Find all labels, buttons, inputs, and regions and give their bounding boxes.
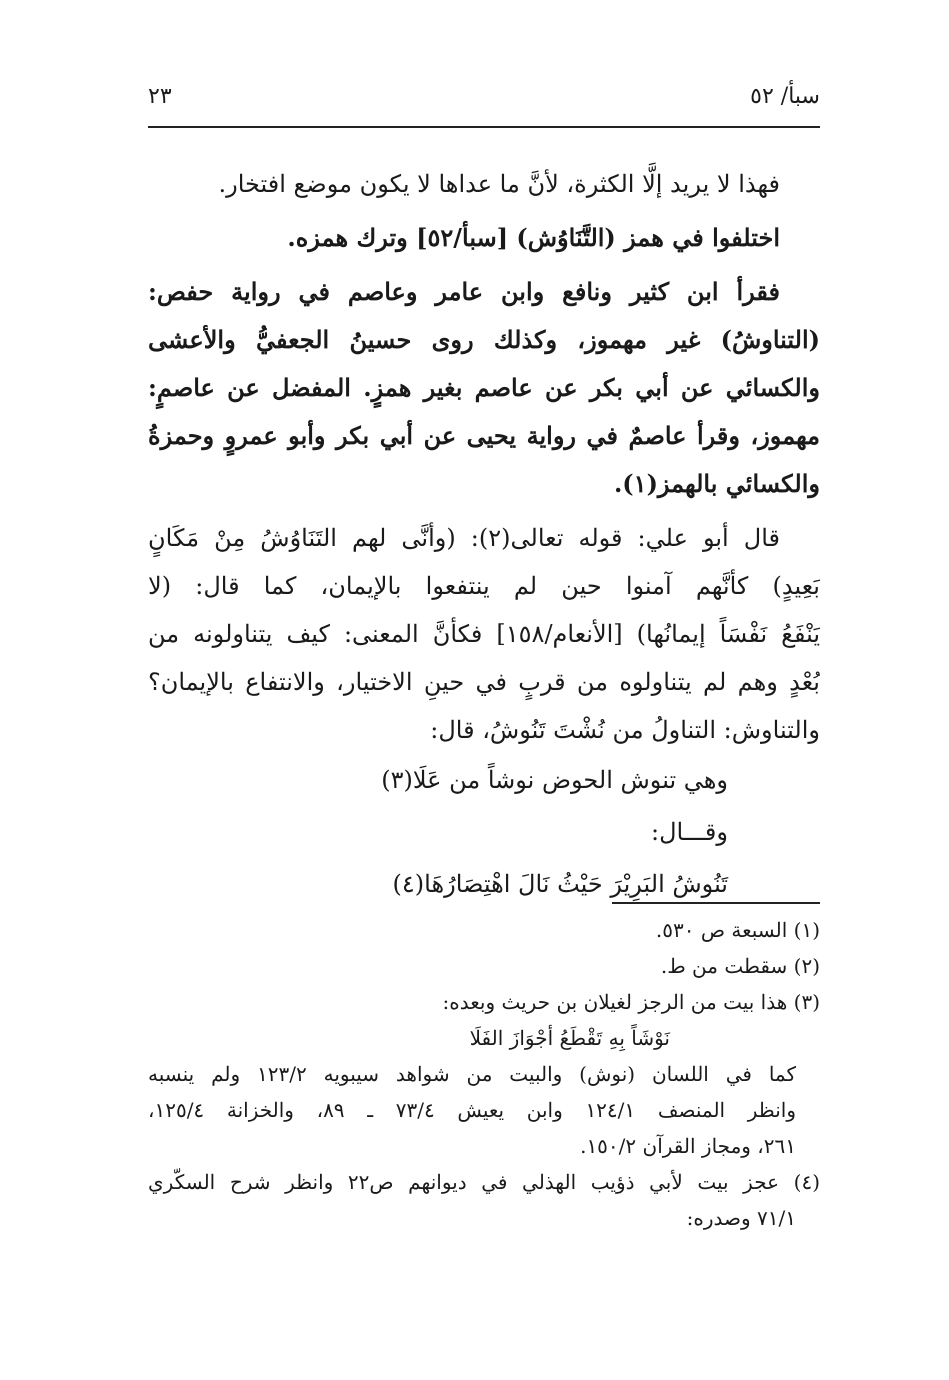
- paragraph-4: [148, 514, 820, 754]
- text-line: (التناوشُ) غير مهموز، وكذلك روى حسينُ الجعفيُّ والأعشى: [148, 325, 820, 354]
- footnote-4: (٤) عجز بيت لأبي ذؤيب الهذلي في ديوانهم ص٢٢ وانظر شرح السكّري: [148, 1170, 820, 1194]
- text-line: والكسائي بالهمز(١).: [613, 469, 820, 498]
- text-line: والتناوش: التناولُ من نُشْتَ تَنُوشُ، قال:: [430, 716, 820, 744]
- text-line: بَعِيدٍ) كأنَّهم آمنوا حين لم ينتفعوا بالإيمان، كما قال: (لا: [148, 572, 820, 600]
- footnote-3-line: كما في اللسان (نوش) والبيت من شواهد سيبويه ١٢٣/٢ ولم ينسبه: [148, 1062, 796, 1086]
- text-line: والكسائي عن أبي بكر عن عاصم بغير همزٍ. المفضل عن عاصمٍ:: [148, 373, 820, 402]
- verse-intro: وقـــال:: [651, 818, 728, 846]
- footnotes: [148, 912, 820, 1236]
- body-text: [148, 160, 820, 910]
- footnote-1: (١) السبعة ص ٥٣٠.: [655, 918, 820, 942]
- footnote-3-verse: نَوْشَاً بِهِ تَقْطَعُ أجْوَازَ الفَلَا: [469, 1026, 670, 1050]
- text-line: قال أبو علي: قوله تعالى(٢): (وأنَّى لهم التَنَاوُشُ مِنْ مَكَانٍ: [148, 524, 781, 552]
- text-line: فقرأ ابن كثير ونافع وابن عامر وعاصم في رواية حفص:: [148, 277, 780, 306]
- text-line: بُعْدٍ وهم لم يتناولوه من قربٍ في حينِ الاختيار، والانتفاع بالإيمان؟: [148, 668, 820, 696]
- running-head: سبأ/ ٥٢: [750, 84, 820, 109]
- footnote-3: (٣) هذا بيت من الرجز لغيلان بن حريث وبعده:: [442, 990, 820, 1014]
- text-line: مهموز، وقرأ عاصمٌ في رواية يحيى عن أبي بكر وأبو عمروٍ وحمزةُ: [148, 421, 820, 450]
- footnote-3-line: وانظر المنصف ١٢٤/١ وابن يعيش ٧٣/٤ ـ ٨٩، والخزانة ١٢٥/٤،: [148, 1098, 796, 1122]
- footnote-2: (٢) سقطت من ط.: [660, 954, 820, 978]
- paragraph-1: [148, 160, 820, 208]
- text-line: يَنْفَعُ نَفْسَاً إيمانُها) [الأنعام/١٥٨] فكأنَّ المعنى: كيف يتناولونه من: [148, 620, 820, 648]
- footnote-rule: [612, 902, 820, 904]
- verse-line: وهي تنوش الحوض نوشاً من عَلَا(٣): [381, 766, 728, 794]
- footnote-3-line: ٢٦١، ومجاز القرآن ١٥٠/٢.: [580, 1134, 796, 1158]
- text-line: فهذا لا يريد إلَّا الكثرة، لأنَّ ما عداها لا يكون موضع افتخار.: [218, 170, 780, 198]
- text-line: اختلفوا في همز (التَّنَاوُش) [سبأ/٥٢] وترك همزه.: [287, 223, 780, 252]
- page-header: [148, 78, 820, 118]
- paragraph-2: [148, 214, 820, 262]
- paragraph-3: [148, 268, 820, 508]
- verse-line: تَنُوشُ البَرِيْرَ حَيْثُ نَالَ اهْتِصَارُهَا(٤): [392, 870, 728, 898]
- page-number: ٢٣: [148, 84, 172, 109]
- header-rule: [148, 126, 820, 128]
- footnote-4-line: ٧١/١ وصدره:: [686, 1206, 796, 1230]
